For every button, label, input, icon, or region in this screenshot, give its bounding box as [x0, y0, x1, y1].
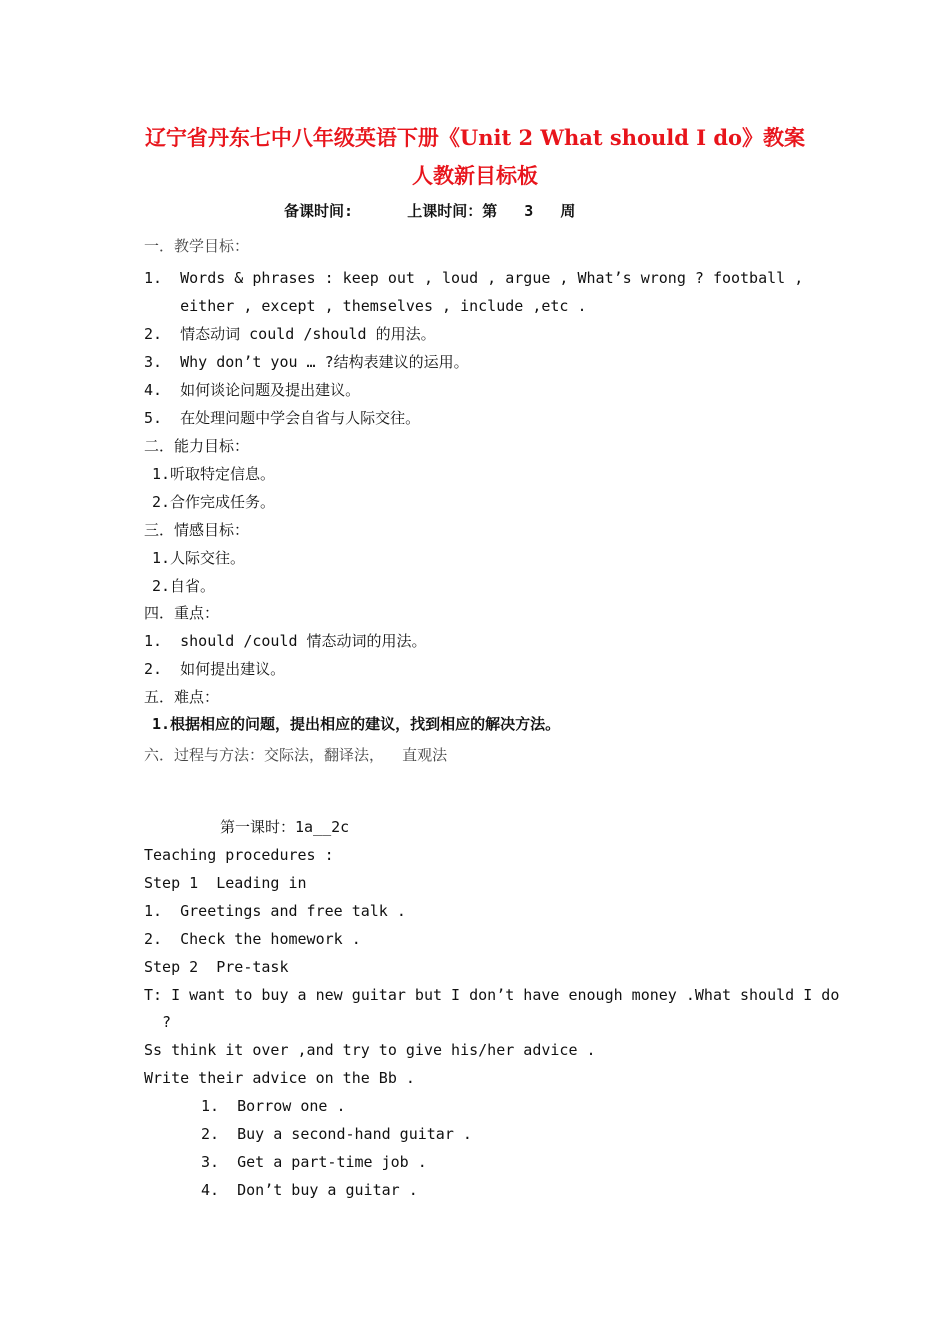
- objective-item: 4. 如何谈论问题及提出建议。: [144, 381, 361, 399]
- advice-item: 2. Buy a second-hand guitar .: [201, 1125, 472, 1143]
- emotion-item: 2.自省。: [152, 577, 216, 595]
- step-1-item: 1. Greetings and free talk .: [144, 902, 406, 920]
- objective-item: 1. Words & phrases : keep out , loud , argue , What’s wrong ? football ,: [144, 269, 804, 287]
- step-2-heading: Step 2 Pre-task: [144, 958, 289, 976]
- objective-item: 5. 在处理问题中学会自省与人际交往。: [144, 409, 421, 427]
- objective-item: 3. Why don’t you … ?结构表建议的运用。: [144, 353, 469, 371]
- key-point-item: 1. should /could 情态动词的用法。: [144, 632, 427, 650]
- emotion-objectives-heading: 三．情感目标：: [144, 521, 250, 539]
- teacher-line-continued: ?: [144, 1013, 172, 1031]
- students-line: Ss think it over ,and try to give his/her advice .: [144, 1041, 596, 1059]
- key-points-heading: 四．重点：: [144, 604, 220, 622]
- ability-item: 1.听取特定信息。: [152, 465, 276, 483]
- process-method-line: 六．过程与方法：交际法，翻译法， 直观法: [144, 746, 448, 764]
- ability-item: 2.合作完成任务。: [152, 493, 276, 511]
- prep-time-line: 备课时间: 上课时间：第 3 周: [284, 202, 576, 220]
- objective-item: 2. 情态动词 could /should 的用法。: [144, 325, 436, 343]
- emotion-item: 1.人际交往。: [152, 549, 246, 567]
- step-1-item: 2. Check the homework .: [144, 930, 361, 948]
- difficult-point-item: 1.根据相应的问题，提出相应的建议，找到相应的解决方法。: [152, 715, 561, 733]
- advice-item: 3. Get a part-time job .: [201, 1153, 427, 1171]
- advice-item: 4. Don’t buy a guitar .: [201, 1181, 418, 1199]
- lesson-period: 第一课时：1a__2c: [220, 818, 350, 836]
- ability-objectives-heading: 二．能力目标：: [144, 437, 250, 455]
- teaching-procedures-heading: Teaching procedures :: [144, 846, 334, 864]
- objective-item-continued: either , except , themselves , include ,etc .: [144, 297, 587, 315]
- teaching-objectives-heading: 一．教学目标：: [144, 237, 250, 255]
- document-title-line-2: 人教新目标板: [412, 163, 538, 188]
- write-advice-line: Write their advice on the Bb .: [144, 1069, 415, 1087]
- teacher-line: T: I want to buy a new guitar but I don’t have enough money .What should I do: [144, 986, 840, 1004]
- step-1-heading: Step 1 Leading in: [144, 874, 307, 892]
- document-title-line-1: 辽宁省丹东七中八年级英语下册《Unit 2 What should I do》教案: [144, 125, 806, 150]
- advice-item: 1. Borrow one .: [201, 1097, 346, 1115]
- key-point-item: 2. 如何提出建议。: [144, 660, 286, 678]
- difficult-points-heading: 五．难点：: [144, 688, 220, 706]
